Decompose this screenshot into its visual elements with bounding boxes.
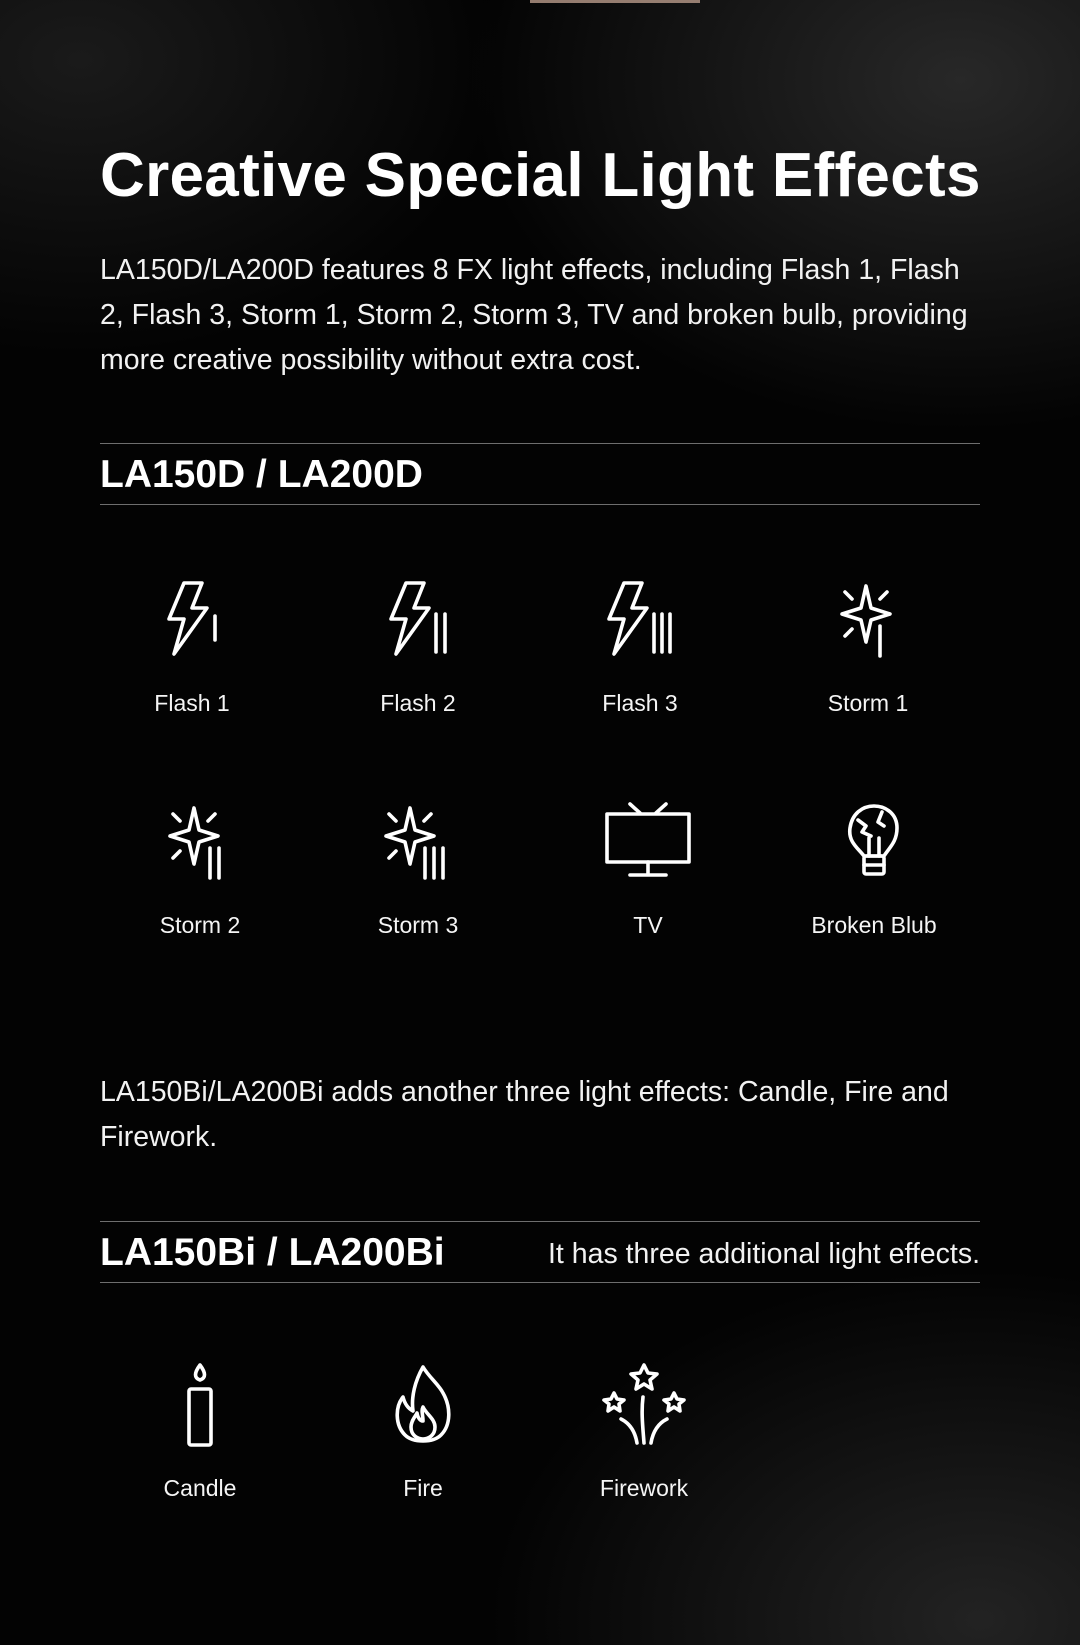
effect-label: TV: [633, 912, 663, 938]
fire-icon: [383, 1363, 463, 1447]
effect-broken-bulb: [764, 800, 984, 1022]
effect-flash-1: [82, 578, 302, 800]
effect-label: Candle: [163, 1475, 237, 1501]
effect-flash-2: [308, 578, 528, 800]
effect-label: Flash 2: [380, 690, 456, 716]
flash-3-icon: [600, 578, 680, 658]
effect-label: Flash 3: [602, 690, 678, 716]
effect-flash-3: [530, 578, 750, 800]
intro-paragraph: LA150D/LA200D features 8 FX light effects, including Flash 1, Flash 2, Flash 3, Storm 1, Storm 2, Storm 3, TV and broken bulb, providing more creative possibility without extra cost.: [100, 254, 968, 376]
section-d-bottom-divider: [100, 504, 980, 505]
effect-storm-2: [90, 800, 310, 1022]
page-title: Creative Special Light Effects: [100, 141, 981, 210]
section-d-effects-grid: [100, 578, 980, 1022]
effect-label: Storm 2: [159, 912, 241, 938]
section-bi-effects-grid: [100, 1363, 980, 1585]
bi-note-paragraph: LA150Bi/LA200Bi adds another three light effects: Candle, Fire and Firework.: [100, 1076, 949, 1153]
effect-candle: [90, 1363, 310, 1585]
section-bi-top-divider: [100, 1221, 980, 1222]
storm-1-icon: [828, 578, 908, 658]
effect-firework: [534, 1363, 754, 1585]
storm-3-icon: [378, 800, 458, 880]
effect-label: Fire: [403, 1475, 443, 1501]
effect-label: Broken Blub: [811, 912, 937, 938]
broken-bulb-icon: [834, 800, 914, 880]
firework-icon: [599, 1363, 689, 1447]
flash-2-icon: [378, 578, 458, 658]
flash-1-icon: [152, 578, 232, 658]
effect-label: Firework: [599, 1475, 689, 1501]
section-bi-note: It has three additional light effects.: [548, 1238, 980, 1270]
effect-fire: [313, 1363, 533, 1585]
effect-storm-1: [758, 578, 978, 800]
effect-label: Flash 1: [154, 690, 230, 716]
section-d-model-title: LA150D / LA200D: [100, 453, 423, 496]
section-bi-bottom-divider: [100, 1282, 980, 1283]
section-d-top-divider: [100, 443, 980, 444]
effect-tv: [538, 800, 758, 1022]
effect-storm-3: [308, 800, 528, 1022]
candle-icon: [160, 1363, 240, 1447]
section-bi-model-title: LA150Bi / LA200Bi: [100, 1231, 445, 1274]
effect-label: Storm 3: [377, 912, 459, 938]
top-accent-bar: [530, 0, 700, 3]
storm-2-icon: [160, 800, 240, 880]
tv-icon: [603, 800, 693, 880]
effect-label: Storm 1: [827, 690, 909, 716]
